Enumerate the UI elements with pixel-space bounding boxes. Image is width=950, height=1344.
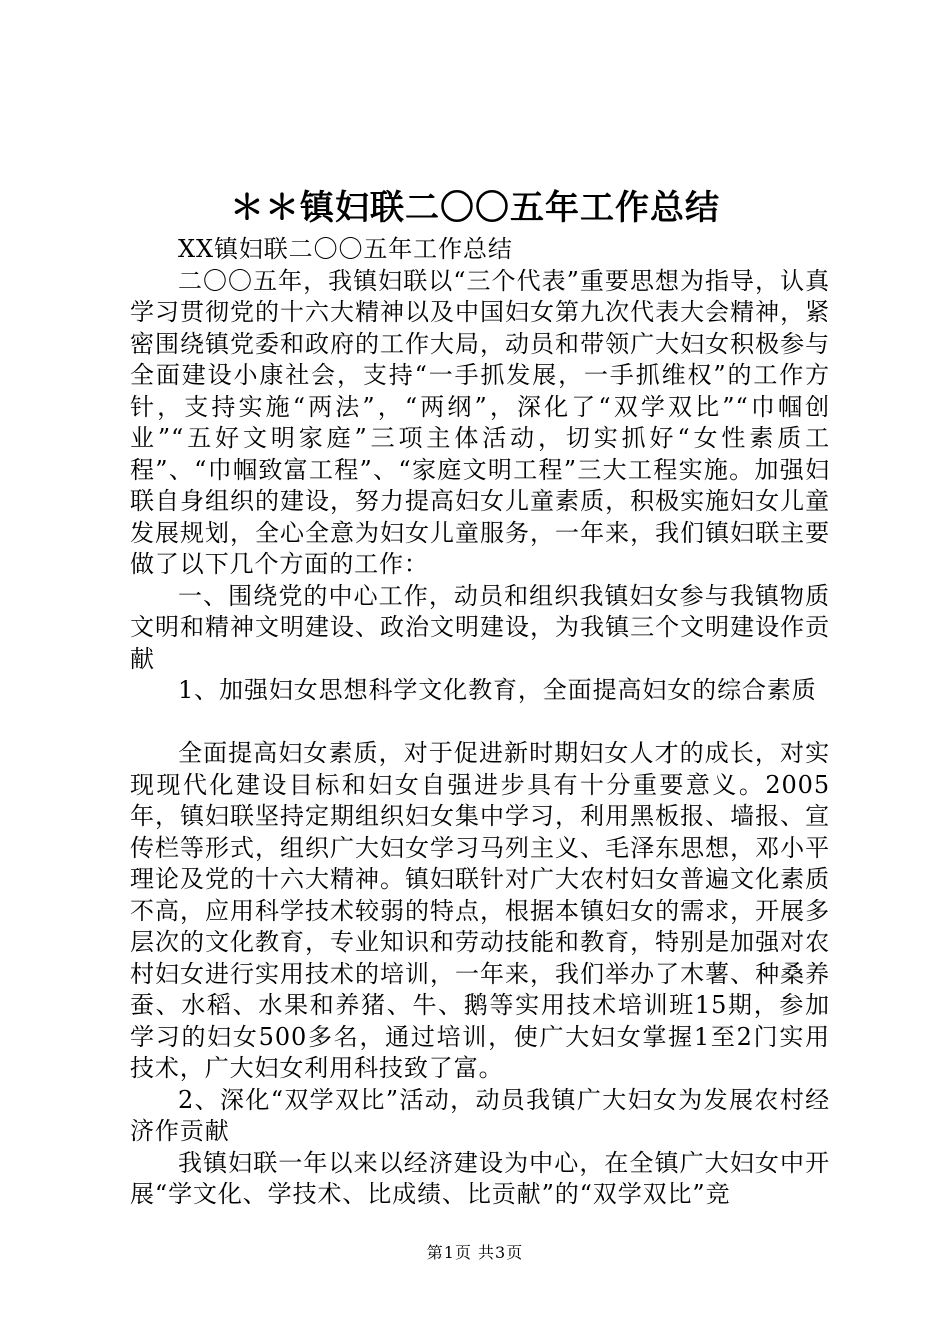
page-number-footer: 第1页 共3页 <box>426 1243 524 1262</box>
document-body <box>130 234 830 1211</box>
subsection-heading-2: 2、深化“双学双比”活动，动员我镇广大妇女为发展农村经济作贡献 <box>130 1085 830 1145</box>
body-paragraph-2: 我镇妇联一年以来以经济建设为中心，在全镇广大妇女中开展“学文化、学技术、比成绩、比贡献”的“双学双比”竞 <box>130 1148 830 1208</box>
section-heading-1: 一、围绕党的中心工作，动员和组织我镇妇女参与我镇物质文明和精神文明建设、政治文明建设，为我镇三个文明建设作贡献 <box>130 581 830 673</box>
subsection-heading-1: 1、加强妇女思想科学文化教育，全面提高妇女的综合素质 <box>178 676 817 704</box>
body-paragraph-1: 全面提高妇女素质，对于促进新时期妇女人才的成长，对实现现代化建设目标和妇女自强进步具有十分重要意义。2005年，镇妇联坚持定期组织妇女集中学习，利用黑板报、墙报、宣传栏等形式，组织广大妇女学习马列主义、毛泽东思想，邓小平理论及党的十六大精神。镇妇联针对广大农村妇女普遍文化素质不高，应用科学技术较弱的特点，根据本镇妇女的需求，开展多层次的文化教育，专业知识和劳动技能和教育，特别是加强对农村妇女进行实用技术的培训，一年来，我们举办了木薯、种桑养蚕、水稻、水果和养猪、牛、鹅等实用技术培训班15期，参加学习的妇女500多名，通过培训，使广大妇女掌握1至2门实用技术，广大妇女利用科技致了富。 <box>130 739 830 1082</box>
subtitle-paragraph: XX镇妇联二〇〇五年工作总结 <box>178 235 513 263</box>
intro-paragraph: 二〇〇五年，我镇妇联以“三个代表”重要思想为指导，认真学习贯彻党的十六大精神以及中国妇女第九次代表大会精神，紧密围绕镇党委和政府的工作大局，动员和带领广大妇女积极参与全面建设小康社会，支持“一手抓发展，一手抓维权”的工作方针，支持实施“两法”，“两纲”，深化了“双学双比”“巾帼创业”“五好文明家庭”三项主体活动，切实抓好“女性素质工程”、“巾帼致富工程”、“家庭文明工程”三大工程实施。加强妇联自身组织的建设，努力提高妇女儿童素质，积极实施妇女儿童发展规划，全心全意为妇女儿童服务，一年来，我们镇妇联主要做了以下几个方面的工作： <box>130 266 830 578</box>
document-title: ＊＊镇妇联二〇〇五年工作总结 <box>230 188 720 228</box>
